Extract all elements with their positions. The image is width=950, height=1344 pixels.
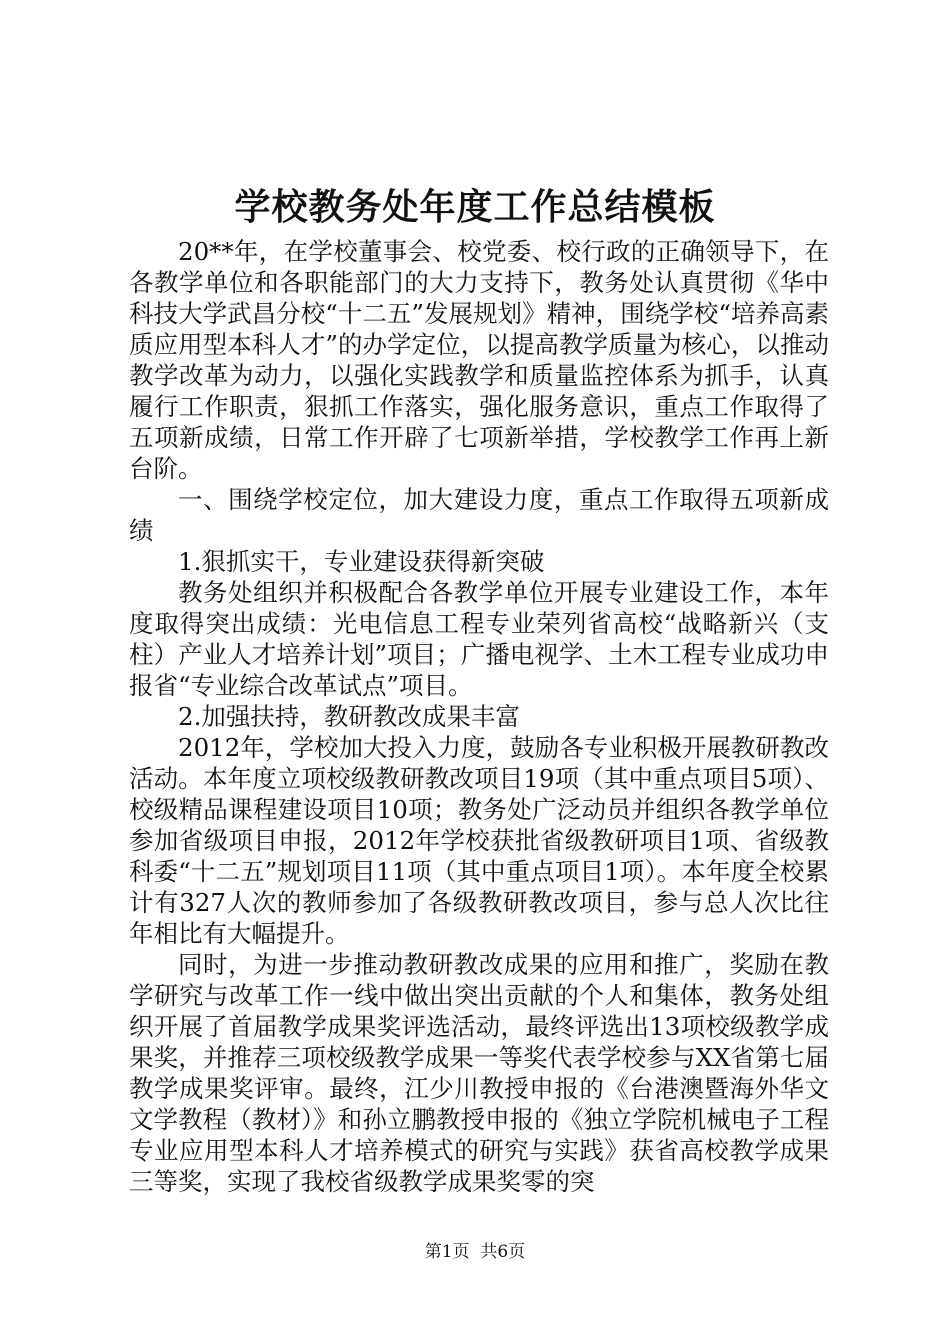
section-heading-1: 一、围绕学校定位，加大建设力度，重点工作取得五项新成绩	[129, 485, 829, 545]
paragraph-teaching-research: 2012年，学校加大投入力度，鼓励各专业积极开展教研教改活动。本年度立项校级教研教改项目19项（其中重点项目5项）、校级精品课程建设项目10项；教务处广泛动员并组织各教学单位参加省级项目申报，2012年学校获批省级教研项目1项、省级教科委“十二五”规划项目11项（其中重点项目1项）。本年度全校累计有327人次的教师参加了各级教研教改项目，参与总人次比往年相比有大幅提升。	[129, 733, 829, 948]
page-footer: 第1页 共6页	[424, 1242, 526, 1262]
document-body	[129, 236, 829, 1197]
subheading-1: 1.狠抓实干，专业建设获得新突破	[178, 547, 545, 576]
paragraph-professional-construction: 教务处组织并积极配合各教学单位开展专业建设工作，本年度取得突出成绩：光电信息工程专业荣列省高校“战略新兴（支柱）产业人才培养计划”项目；广播电视学、土木工程专业成功申报省“专业综合改革试点”项目。	[129, 578, 829, 700]
paragraph-teaching-awards: 同时，为进一步推动教研教改成果的应用和推广，奖励在教学研究与改革工作一线中做出突出贡献的个人和集体，教务处组织开展了首届教学成果奖评选活动，最终评选出13项校级教学成果奖，并推荐三项校级教学成果一等奖代表学校参与XX省第七届教学成果奖评审。最终，江少川教授申报的《台港澳暨海外华文文学教程（教材）》和孙立鹏教授申报的《独立学院机械电子工程专业应用型本科人才培养模式的研究与实践》获省高校教学成果三等奖，实现了我校省级教学成果奖零的突	[129, 950, 829, 1196]
page-title: 学校教务处年度工作总结模板	[234, 186, 716, 228]
paragraph-intro: 20**年，在学校董事会、校党委、校行政的正确领导下，在各教学单位和各职能部门的大力支持下，教务处认真贯彻《华中科技大学武昌分校“十二五”发展规划》精神，围绕学校“培养高素质应用型本科人才”的办学定位，以提高教学质量为核心，以推动教学改革为动力，以强化实践教学和质量监控体系为抓手，认真履行工作职责，狠抓工作落实，强化服务意识，重点工作取得了五项新成绩，日常工作开辟了七项新举措，学校教学工作再上新台阶。	[129, 237, 829, 483]
subheading-2: 2.加强扶持，教研教改成果丰富	[178, 702, 520, 731]
